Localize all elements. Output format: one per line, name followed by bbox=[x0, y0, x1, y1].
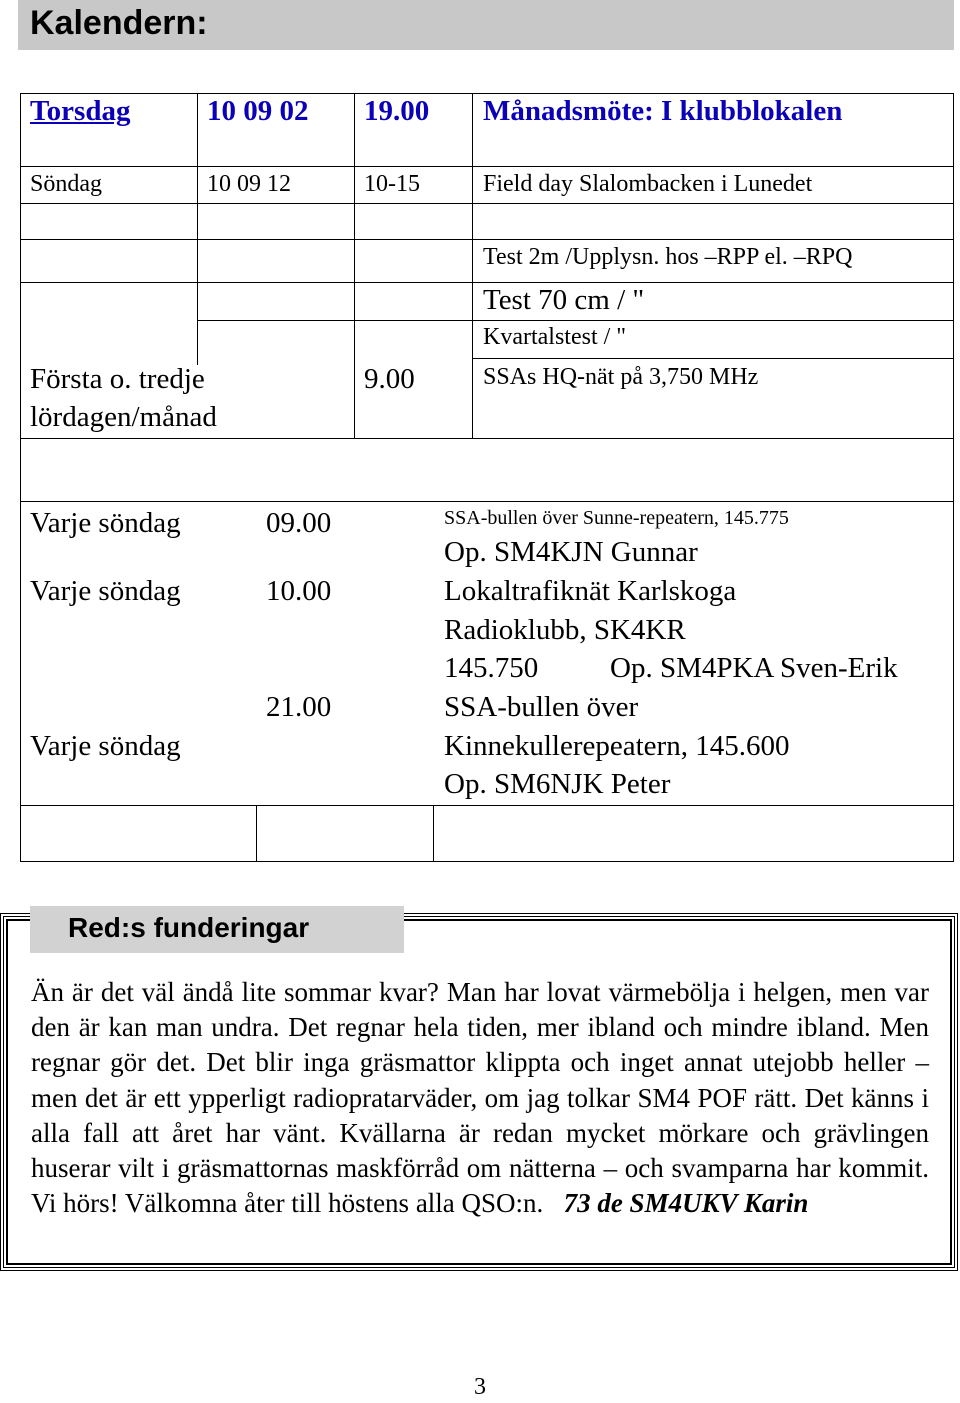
sunday2-day: Varje söndag bbox=[30, 575, 181, 607]
table-rule bbox=[20, 166, 954, 167]
sunday2-event-frequency: 145.750 bbox=[444, 652, 539, 684]
sunday3-event-line3: Op. SM6NJK Peter bbox=[444, 768, 671, 800]
heading-bar bbox=[18, 0, 954, 50]
page-number: 3 bbox=[474, 1374, 486, 1400]
row1-date: 10 09 02 bbox=[207, 95, 309, 127]
table-rule bbox=[20, 805, 954, 806]
table-rule bbox=[20, 203, 954, 204]
first-third-time: 9.00 bbox=[364, 363, 415, 395]
test-quarter: Kvartalstest / " bbox=[483, 324, 627, 350]
sunday1-event-line2: Op. SM4KJN Gunnar bbox=[444, 536, 698, 568]
test-70cm: Test 70 cm / " bbox=[483, 284, 645, 316]
sunday3-event-line2: Kinnekullerepeatern, 145.600 bbox=[444, 730, 790, 762]
editorial-title-bar bbox=[30, 906, 404, 953]
editorial-body bbox=[31, 975, 929, 1221]
sunday3-event-line1: SSA-bullen över bbox=[444, 691, 639, 723]
sunday1-event-line1: SSA-bullen över Sunne-repeatern, 145.775 bbox=[444, 507, 789, 529]
row2-event: Field day Slalombacken i Lunedet bbox=[483, 171, 813, 197]
table-rule bbox=[20, 438, 954, 439]
page-heading: Kalendern: bbox=[30, 4, 208, 42]
table-rule bbox=[354, 93, 355, 438]
row2-time: 10-15 bbox=[364, 171, 420, 197]
row1-event: Månadsmöte: I klubblokalen bbox=[483, 95, 843, 127]
table-rule bbox=[256, 805, 257, 862]
table-rule bbox=[197, 320, 954, 321]
sunday1-time: 09.00 bbox=[266, 507, 332, 539]
sunday3-time: 21.00 bbox=[266, 691, 332, 723]
test-2m: Test 2m /Upplysn. hos –RPP el. –RPQ bbox=[483, 244, 853, 270]
sunday2-event-operator: Op. SM4PKA Sven-Erik bbox=[610, 652, 898, 684]
first-third-day-line1: Första o. tredje bbox=[30, 363, 205, 395]
sunday2-time: 10.00 bbox=[266, 575, 332, 607]
table-rule bbox=[472, 93, 473, 438]
row2-date: 10 09 12 bbox=[207, 171, 291, 197]
editorial-title: Red:s funderingar bbox=[68, 912, 310, 943]
editorial-text: Än är det väl ändå lite sommar kvar? Man har lovat värmebölja i helgen, men var den är kan man undra. Det regnar hela tiden, mer ibland och mindre ibland. Men regnar gör det. Det blir inga gräsmattor klippta och inget annat utejobb heller – men det är ett ypperligt radiopratarväder, om jag tolkar SM4 POF rätt. Det känns i alla fall att året har vänt. Kvällarna är redan mycket mörkare och grävlingen huserar vilt i gräsmattornas maskförråd om nätterna – och svamparna har kommit. Vi hörs! Välkomna åter till höstens alla QSO:n. bbox=[31, 977, 929, 1219]
table-rule bbox=[433, 805, 434, 862]
sunday2-event-line2: Radioklubb, SK4KR bbox=[444, 614, 686, 646]
table-rule bbox=[20, 282, 954, 283]
row1-time: 19.00 bbox=[364, 95, 430, 127]
editorial-signature: 73 de SM4UKV Karin bbox=[563, 1188, 809, 1219]
table-rule bbox=[20, 239, 954, 240]
table-rule bbox=[472, 358, 954, 359]
table-rule bbox=[20, 501, 954, 502]
row2-day: Söndag bbox=[30, 171, 102, 197]
sunday1-day: Varje söndag bbox=[30, 507, 181, 539]
sunday3-day: Varje söndag bbox=[30, 730, 181, 762]
first-third-day-line2: lördagen/månad bbox=[30, 401, 217, 433]
sunday2-event-line1: Lokaltrafiknät Karlskoga bbox=[444, 575, 737, 607]
first-third-event: SSAs HQ-nät på 3,750 MHz bbox=[483, 364, 759, 390]
row1-day[interactable]: Torsdag bbox=[30, 95, 131, 127]
table-rule bbox=[197, 93, 198, 365]
